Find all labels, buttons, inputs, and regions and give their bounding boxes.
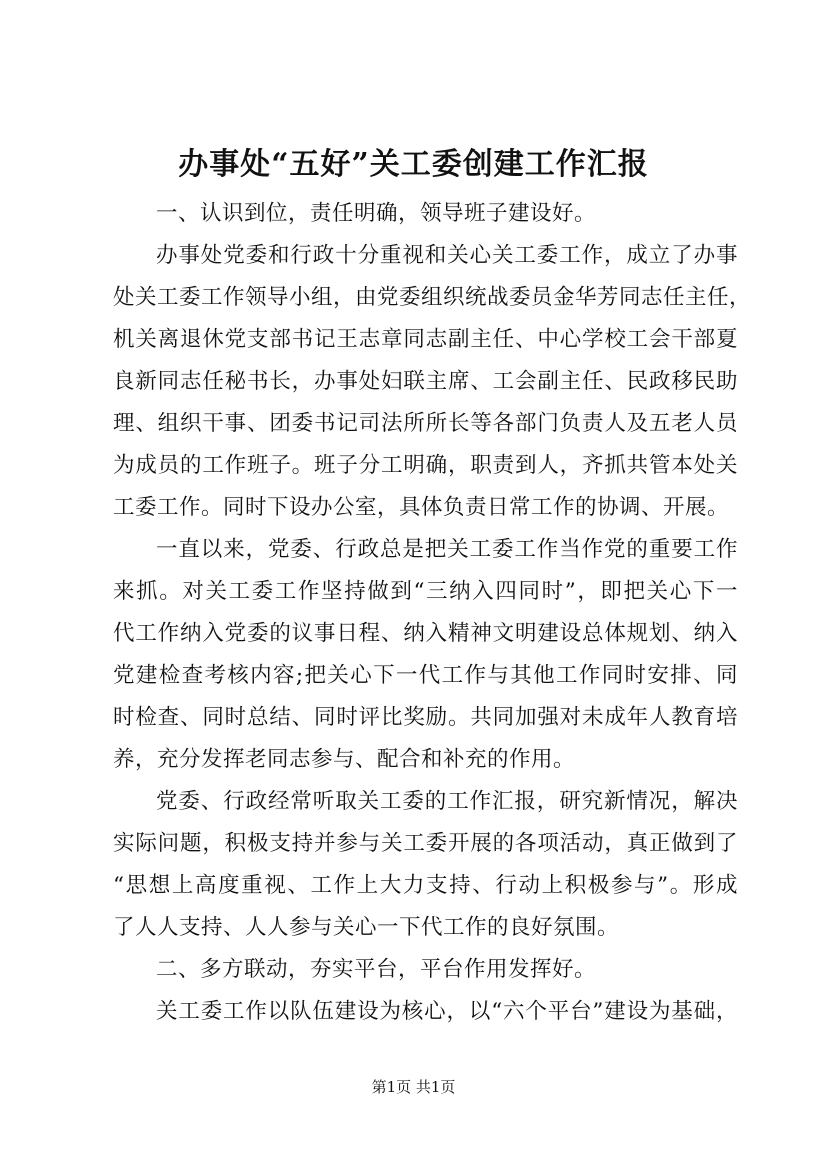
paragraph-line: 为成员的工作班子。班子分工明确，职责到人，齐抓共管本处关	[113, 453, 738, 478]
paragraph-line: “思想上高度重视、工作上大力支持、行动上积极参与”。形成	[113, 873, 738, 898]
paragraph-line: 处关工委工作领导小组，由党委组织统战委员金华芳同志任主任，	[113, 285, 752, 310]
paragraph-line: 来抓。对关工委工作坚持做到“三纳入四同时”，即把关心下一	[113, 579, 738, 604]
paragraph-line: 理、组织干事、团委书记司法所所长等各部门负责人及五老人员	[113, 411, 738, 436]
paragraph-line: 时检查、同时总结、同时评比奖励。共同加强对未成年人教育培	[113, 705, 738, 730]
paragraph-line: 办事处党委和行政十分重视和关心关工委工作，成立了办事	[156, 243, 738, 268]
paragraph-line: 良新同志任秘书长，办事处妇联主席、工会副主任、民政移民助	[113, 369, 738, 394]
paragraph-line: 养，充分发挥老同志参与、配合和补充的作用。	[113, 747, 576, 772]
section-heading-2: 二、多方联动，夯实平台，平台作用发挥好。	[156, 957, 597, 982]
paragraph-line: 党委、行政经常听取关工委的工作汇报，研究新情况，解决	[156, 789, 738, 814]
paragraph-line: 机关离退休党支部书记王志章同志副主任、中心学校工会干部夏	[113, 327, 738, 352]
paragraph-line: 实际问题，积极支持并参与关工委开展的各项活动，真正做到了	[113, 831, 738, 856]
document-title: 办事处“五好”关工委创建工作汇报	[178, 147, 649, 182]
paragraph-line: 党建检查考核内容;把关心下一代工作与其他工作同时安排、同	[113, 663, 738, 688]
paragraph-line: 关工委工作以队伍建设为核心，以“六个平台”建设为基础，	[156, 999, 738, 1024]
paragraph-line: 代工作纳入党委的议事日程、纳入精神文明建设总体规划、纳入	[113, 621, 738, 646]
paragraph-line: 一直以来，党委、行政总是把关工委工作当作党的重要工作	[156, 537, 738, 562]
page-number-footer: 第1页 共1页	[371, 1078, 456, 1096]
section-heading-1: 一、认识到位，责任明确，领导班子建设好。	[156, 201, 597, 226]
paragraph-line: 了人人支持、人人参与关心一下代工作的良好氛围。	[113, 915, 620, 940]
paragraph-line: 工委工作。同时下设办公室，具体负责日常工作的协调、开展。	[113, 495, 730, 520]
document-body	[113, 193, 752, 1033]
